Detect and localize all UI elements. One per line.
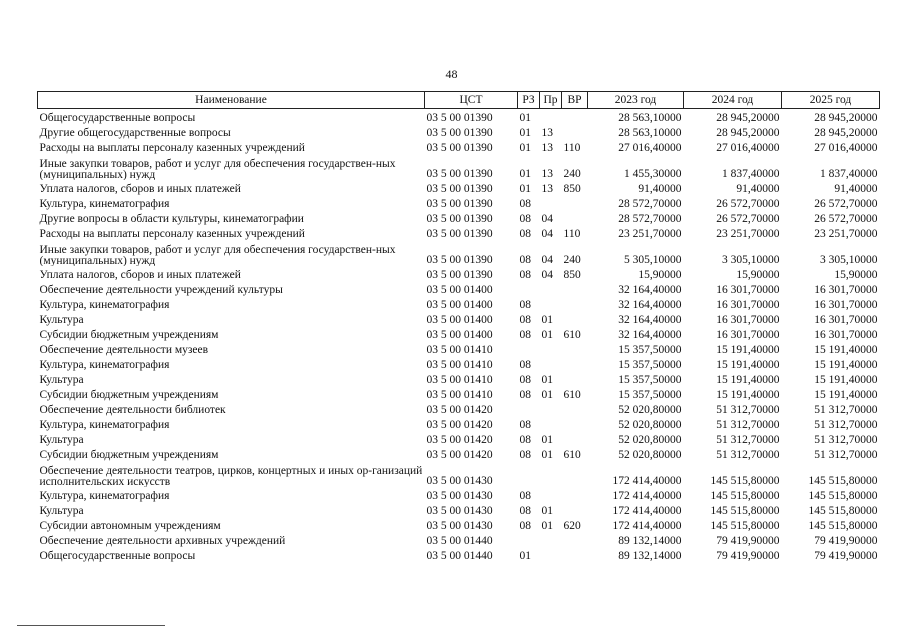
row-rz-cell: 08 <box>519 269 531 281</box>
row-cst-cell: 03 5 00 01390 <box>426 198 493 210</box>
row-vr-cell <box>562 487 588 502</box>
row-pr-cell <box>540 281 562 296</box>
row-2023-cell: 15 357,50000 <box>618 344 682 356</box>
row-vr-cell <box>562 210 588 225</box>
table-header-row <box>38 92 880 109</box>
row-name-cell: Обеспечение деятельности театров, цирков, концертных и иных ор-ганизаций исполнительских искусств <box>39 465 423 487</box>
row-pr-cell <box>540 401 562 416</box>
row-rz-cell: 08 <box>519 434 531 446</box>
row-vr-cell <box>562 502 588 517</box>
row-cst-cell: 03 5 00 01420 <box>426 404 493 416</box>
row-rz-cell: 01 <box>519 550 531 562</box>
row-2025-cell: 26 572,70000 <box>814 213 878 225</box>
row-2024-cell: 16 301,70000 <box>716 314 780 326</box>
row-2025-cell: 28 945,20000 <box>814 112 878 124</box>
row-pr-cell <box>540 341 562 356</box>
row-pr-cell <box>540 547 562 562</box>
row-vr-cell <box>562 109 588 125</box>
table-row <box>38 532 880 547</box>
row-cst-cell: 03 5 00 01390 <box>426 269 493 281</box>
row-2024-cell: 28 945,20000 <box>716 127 780 139</box>
row-2024-cell: 1 837,40000 <box>722 168 780 180</box>
row-pr-cell: 01 <box>541 389 553 401</box>
row-2025-cell: 1 837,40000 <box>820 168 878 180</box>
row-name-cell: Обеспечение деятельности музеев <box>39 344 209 356</box>
row-rz-cell: 08 <box>519 213 531 225</box>
row-rz-cell: 08 <box>519 329 531 341</box>
table-row <box>38 326 880 341</box>
row-2024-cell: 16 301,70000 <box>716 284 780 296</box>
row-rz-cell: 01 <box>519 112 531 124</box>
row-rz-cell <box>518 461 540 487</box>
row-2025-cell: 15,90000 <box>834 269 878 281</box>
row-rz-cell: 08 <box>519 490 531 502</box>
row-2023-cell: 91,40000 <box>638 183 682 195</box>
row-vr-cell: 240 <box>563 254 581 266</box>
row-rz-cell: 08 <box>519 359 531 371</box>
table-row <box>38 311 880 326</box>
row-2024-cell: 145 515,80000 <box>710 490 780 502</box>
column-header-2024: 2024 год <box>684 92 782 109</box>
column-header-2023: 2023 год <box>588 92 684 109</box>
row-pr-cell: 13 <box>541 127 553 139</box>
row-pr-cell: 13 <box>541 142 553 154</box>
row-2025-cell: 145 515,80000 <box>808 475 878 487</box>
row-2023-cell: 23 251,70000 <box>618 228 682 240</box>
row-cst-cell: 03 5 00 01410 <box>426 389 493 401</box>
row-2023-cell: 15 357,50000 <box>618 374 682 386</box>
footer-rule <box>17 625 165 626</box>
row-vr-cell <box>562 547 588 562</box>
row-rz-cell: 08 <box>519 520 531 532</box>
row-name-cell: Культура, кинематография <box>39 359 170 371</box>
row-2023-cell: 15,90000 <box>638 269 682 281</box>
row-rz-cell <box>518 281 540 296</box>
table-row <box>38 431 880 446</box>
row-2023-cell: 5 305,10000 <box>624 254 682 266</box>
table-row <box>38 195 880 210</box>
row-cst-cell: 03 5 00 01420 <box>426 419 493 431</box>
row-2025-cell: 15 191,40000 <box>814 359 878 371</box>
row-rz-cell: 08 <box>519 299 531 311</box>
table-row <box>38 446 880 461</box>
table-row <box>38 109 880 125</box>
row-pr-cell <box>540 195 562 210</box>
row-2025-cell: 16 301,70000 <box>814 329 878 341</box>
row-name-cell: Культура <box>39 374 84 386</box>
row-name-cell: Уплата налогов, сборов и иных платежей <box>39 183 241 195</box>
row-pr-cell: 01 <box>541 449 553 461</box>
row-name-cell: Общегосударственные вопросы <box>39 550 196 562</box>
row-cst-cell: 03 5 00 01400 <box>426 284 493 296</box>
row-rz-cell: 08 <box>519 374 531 386</box>
row-2025-cell: 15 191,40000 <box>814 374 878 386</box>
table-row <box>38 416 880 431</box>
row-cst-cell: 03 5 00 01390 <box>426 142 493 154</box>
row-cst-cell: 03 5 00 01390 <box>426 228 493 240</box>
row-pr-cell: 01 <box>541 520 553 532</box>
column-header-pr: Пр <box>540 92 562 109</box>
row-2023-cell: 172 414,40000 <box>612 490 682 502</box>
row-rz-cell: 01 <box>519 127 531 139</box>
row-rz-cell: 08 <box>519 505 531 517</box>
row-vr-cell <box>562 296 588 311</box>
row-name-cell: Культура <box>39 314 84 326</box>
table-row <box>38 487 880 502</box>
row-2023-cell: 172 414,40000 <box>612 505 682 517</box>
row-2025-cell: 16 301,70000 <box>814 299 878 311</box>
row-2024-cell: 51 312,70000 <box>716 434 780 446</box>
row-name-cell: Другие вопросы в области культуры, кинематографии <box>39 213 304 225</box>
row-2023-cell: 52 020,80000 <box>618 419 682 431</box>
row-name-cell: Обеспечение деятельности библиотек <box>39 404 226 416</box>
row-name-cell: Культура, кинематография <box>39 299 170 311</box>
table-row <box>38 139 880 154</box>
row-name-cell: Иные закупки товаров, работ и услуг для обеспечения государствен-ных (муниципальных) нужд <box>39 158 396 180</box>
row-name-cell: Культура <box>39 434 84 446</box>
column-header-2025: 2025 год <box>782 92 880 109</box>
table-row <box>38 240 880 266</box>
row-2025-cell: 15 191,40000 <box>814 344 878 356</box>
row-name-cell: Другие общегосударственные вопросы <box>39 127 231 139</box>
row-pr-cell <box>540 487 562 502</box>
row-cst-cell: 03 5 00 01410 <box>426 344 493 356</box>
row-2024-cell: 23 251,70000 <box>716 228 780 240</box>
row-2023-cell: 28 572,70000 <box>618 213 682 225</box>
row-2024-cell: 79 419,90000 <box>716 535 780 547</box>
row-2023-cell: 52 020,80000 <box>618 404 682 416</box>
row-2024-cell: 3 305,10000 <box>722 254 780 266</box>
row-cst-cell: 03 5 00 01400 <box>426 329 493 341</box>
table-row <box>38 371 880 386</box>
row-cst-cell: 03 5 00 01400 <box>426 314 493 326</box>
row-pr-cell <box>540 532 562 547</box>
row-vr-cell: 620 <box>563 520 581 532</box>
row-name-cell: Субсидии бюджетным учреждениям <box>39 449 219 461</box>
row-2023-cell: 28 563,10000 <box>618 112 682 124</box>
row-vr-cell <box>562 401 588 416</box>
row-pr-cell: 01 <box>541 434 553 446</box>
row-2024-cell: 15,90000 <box>736 269 780 281</box>
row-2025-cell: 23 251,70000 <box>814 228 878 240</box>
row-2025-cell: 51 312,70000 <box>814 434 878 446</box>
row-vr-cell <box>562 356 588 371</box>
row-2024-cell: 26 572,70000 <box>716 213 780 225</box>
row-vr-cell: 110 <box>563 228 581 240</box>
row-pr-cell: 01 <box>541 329 553 341</box>
row-pr-cell: 01 <box>541 374 553 386</box>
table-row <box>38 517 880 532</box>
row-2025-cell: 145 515,80000 <box>808 490 878 502</box>
table-row <box>38 296 880 311</box>
row-2024-cell: 26 572,70000 <box>716 198 780 210</box>
row-vr-cell: 850 <box>563 183 581 195</box>
row-2025-cell: 91,40000 <box>834 183 878 195</box>
row-cst-cell: 03 5 00 01420 <box>426 449 493 461</box>
row-name-cell: Культура, кинематография <box>39 490 170 502</box>
table-row <box>38 180 880 195</box>
row-cst-cell: 03 5 00 01440 <box>426 550 493 562</box>
row-vr-cell: 240 <box>563 168 581 180</box>
row-2024-cell: 91,40000 <box>736 183 780 195</box>
row-2025-cell: 145 515,80000 <box>808 520 878 532</box>
row-rz-cell: 08 <box>519 198 531 210</box>
row-cst-cell: 03 5 00 01390 <box>426 168 493 180</box>
row-2023-cell: 172 414,40000 <box>612 520 682 532</box>
row-cst-cell: 03 5 00 01430 <box>426 505 493 517</box>
row-vr-cell <box>562 371 588 386</box>
table-row <box>38 547 880 562</box>
page-number: 48 <box>445 67 458 81</box>
row-pr-cell <box>540 416 562 431</box>
row-2023-cell: 32 164,40000 <box>618 329 682 341</box>
row-vr-cell <box>562 281 588 296</box>
row-2024-cell: 15 191,40000 <box>716 389 780 401</box>
row-cst-cell: 03 5 00 01410 <box>426 374 493 386</box>
row-rz-cell: 08 <box>519 419 531 431</box>
row-name-cell: Культура <box>39 505 84 517</box>
budget-table <box>37 91 880 562</box>
table-row <box>38 154 880 180</box>
row-2024-cell: 16 301,70000 <box>716 329 780 341</box>
table-row <box>38 502 880 517</box>
row-2023-cell: 15 357,50000 <box>618 389 682 401</box>
row-pr-cell: 01 <box>541 505 553 517</box>
row-name-cell: Иные закупки товаров, работ и услуг для обеспечения государствен-ных (муниципальных) нужд <box>39 244 396 266</box>
column-header-cst: ЦСТ <box>425 92 518 109</box>
row-cst-cell: 03 5 00 01430 <box>426 520 493 532</box>
row-pr-cell <box>540 109 562 125</box>
row-2023-cell: 172 414,40000 <box>612 475 682 487</box>
row-rz-cell: 08 <box>519 314 531 326</box>
row-name-cell: Обеспечение деятельности архивных учреждений <box>39 535 286 547</box>
row-pr-cell <box>540 296 562 311</box>
row-cst-cell: 03 5 00 01430 <box>426 475 493 487</box>
row-2025-cell: 16 301,70000 <box>814 284 878 296</box>
row-2024-cell: 145 515,80000 <box>710 520 780 532</box>
row-2023-cell: 89 132,14000 <box>618 535 682 547</box>
row-vr-cell <box>562 124 588 139</box>
row-rz-cell <box>518 341 540 356</box>
row-pr-cell: 01 <box>541 314 553 326</box>
row-rz-cell: 08 <box>519 228 531 240</box>
row-rz-cell: 08 <box>519 254 531 266</box>
table-row <box>38 210 880 225</box>
row-rz-cell: 01 <box>519 142 531 154</box>
row-name-cell: Субсидии автономным учреждениям <box>39 520 221 532</box>
row-cst-cell: 03 5 00 01390 <box>426 112 493 124</box>
table-row <box>38 461 880 487</box>
row-vr-cell: 610 <box>563 389 581 401</box>
row-pr-cell: 04 <box>541 254 553 266</box>
row-rz-cell: 01 <box>519 183 531 195</box>
row-rz-cell <box>518 532 540 547</box>
row-cst-cell: 03 5 00 01390 <box>426 213 493 225</box>
row-2023-cell: 27 016,40000 <box>618 142 682 154</box>
row-2025-cell: 16 301,70000 <box>814 314 878 326</box>
row-pr-cell: 04 <box>541 228 553 240</box>
table-row <box>38 281 880 296</box>
table-row <box>38 341 880 356</box>
row-2025-cell: 26 572,70000 <box>814 198 878 210</box>
row-name-cell: Обеспечение деятельности учреждений культуры <box>39 284 283 296</box>
row-vr-cell <box>562 416 588 431</box>
row-2025-cell: 51 312,70000 <box>814 419 878 431</box>
row-vr-cell <box>562 195 588 210</box>
table-row <box>38 124 880 139</box>
row-2024-cell: 15 191,40000 <box>716 344 780 356</box>
row-vr-cell: 610 <box>563 329 581 341</box>
row-name-cell: Расходы на выплаты персоналу казенных учреждений <box>39 228 305 240</box>
row-2024-cell: 16 301,70000 <box>716 299 780 311</box>
row-vr-cell <box>562 311 588 326</box>
row-2024-cell: 51 312,70000 <box>716 419 780 431</box>
row-2024-cell: 145 515,80000 <box>710 475 780 487</box>
row-2023-cell: 89 132,14000 <box>618 550 682 562</box>
row-2024-cell: 51 312,70000 <box>716 404 780 416</box>
row-vr-cell <box>562 341 588 356</box>
row-cst-cell: 03 5 00 01400 <box>426 299 493 311</box>
row-2024-cell: 15 191,40000 <box>716 374 780 386</box>
column-header-vr: ВР <box>562 92 588 109</box>
table-row <box>38 401 880 416</box>
row-2023-cell: 32 164,40000 <box>618 284 682 296</box>
row-2023-cell: 52 020,80000 <box>618 434 682 446</box>
row-vr-cell: 110 <box>563 142 581 154</box>
row-pr-cell: 13 <box>541 183 553 195</box>
row-2025-cell: 28 945,20000 <box>814 127 878 139</box>
row-cst-cell: 03 5 00 01390 <box>426 183 493 195</box>
row-2023-cell: 28 563,10000 <box>618 127 682 139</box>
row-vr-cell <box>562 431 588 446</box>
row-2023-cell: 32 164,40000 <box>618 314 682 326</box>
row-2023-cell: 32 164,40000 <box>618 299 682 311</box>
column-header-name: Наименование <box>38 92 425 109</box>
row-2025-cell: 145 515,80000 <box>808 505 878 517</box>
row-2025-cell: 51 312,70000 <box>814 449 878 461</box>
table-body <box>38 109 880 563</box>
row-vr-cell: 850 <box>563 269 581 281</box>
row-vr-cell: 610 <box>563 449 581 461</box>
row-vr-cell <box>562 532 588 547</box>
row-name-cell: Культура, кинематография <box>39 198 170 210</box>
row-2024-cell: 79 419,90000 <box>716 550 780 562</box>
table-row <box>38 386 880 401</box>
column-header-rz: РЗ <box>518 92 540 109</box>
row-pr-cell <box>540 356 562 371</box>
row-2025-cell: 15 191,40000 <box>814 389 878 401</box>
row-2023-cell: 1 455,30000 <box>624 168 682 180</box>
row-rz-cell: 08 <box>519 389 531 401</box>
row-2024-cell: 27 016,40000 <box>716 142 780 154</box>
row-2025-cell: 3 305,10000 <box>820 254 878 266</box>
row-cst-cell: 03 5 00 01410 <box>426 359 493 371</box>
row-2024-cell: 51 312,70000 <box>716 449 780 461</box>
row-pr-cell: 13 <box>541 168 553 180</box>
row-2024-cell: 15 191,40000 <box>716 359 780 371</box>
row-cst-cell: 03 5 00 01440 <box>426 535 493 547</box>
row-pr-cell: 04 <box>541 213 553 225</box>
row-cst-cell: 03 5 00 01390 <box>426 127 493 139</box>
row-vr-cell <box>562 461 588 487</box>
row-2025-cell: 79 419,90000 <box>814 550 878 562</box>
row-pr-cell <box>540 461 562 487</box>
row-rz-cell: 01 <box>519 168 531 180</box>
row-2024-cell: 28 945,20000 <box>716 112 780 124</box>
row-cst-cell: 03 5 00 01390 <box>426 254 493 266</box>
row-2023-cell: 52 020,80000 <box>618 449 682 461</box>
row-name-cell: Субсидии бюджетным учреждениям <box>39 329 219 341</box>
row-name-cell: Общегосударственные вопросы <box>39 112 196 124</box>
table-row <box>38 266 880 281</box>
row-name-cell: Уплата налогов, сборов и иных платежей <box>39 269 241 281</box>
row-rz-cell: 08 <box>519 449 531 461</box>
row-2025-cell: 79 419,90000 <box>814 535 878 547</box>
table-row <box>38 356 880 371</box>
row-2023-cell: 28 572,70000 <box>618 198 682 210</box>
row-2023-cell: 15 357,50000 <box>618 359 682 371</box>
row-name-cell: Культура, кинематография <box>39 419 170 431</box>
row-2025-cell: 27 016,40000 <box>814 142 878 154</box>
row-2025-cell: 51 312,70000 <box>814 404 878 416</box>
row-name-cell: Субсидии бюджетным учреждениям <box>39 389 219 401</box>
row-cst-cell: 03 5 00 01430 <box>426 490 493 502</box>
row-name-cell: Расходы на выплаты персоналу казенных учреждений <box>39 142 305 154</box>
row-cst-cell: 03 5 00 01420 <box>426 434 493 446</box>
row-2024-cell: 145 515,80000 <box>710 505 780 517</box>
row-pr-cell: 04 <box>541 269 553 281</box>
row-rz-cell <box>518 401 540 416</box>
table-row <box>38 225 880 240</box>
